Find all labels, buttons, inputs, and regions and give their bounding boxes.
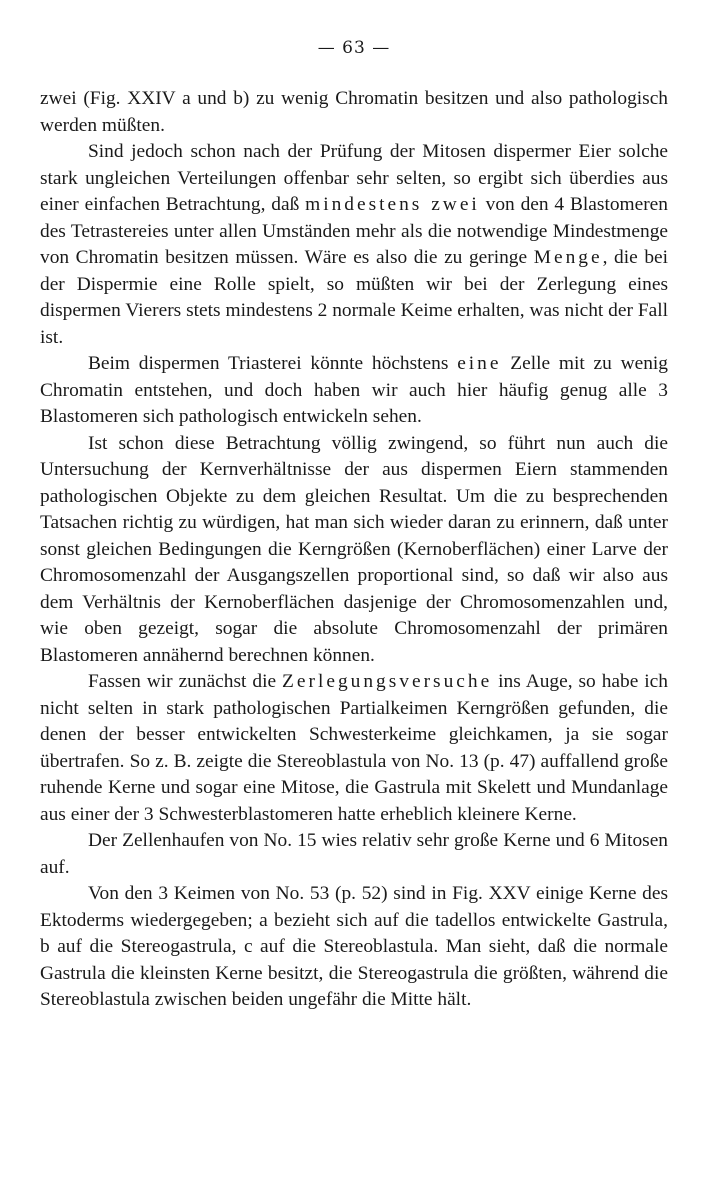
emphasized-text: mindestens zwei xyxy=(305,194,480,215)
text-segment: Von den 3 Keimen von No. 53 (p. 52) sind in Fig. XXV einige Kerne des Ektoderms wiedergegeben; a bezieht sich auf die tadellos entwickelte Gastrula, b auf die Stereogastrula, c auf die Stereoblastula. Man sieht, daß die normale Gastrula die kleinsten Kerne besitzt, die Stereogastrula die größten, während die Stereoblastula zwischen beiden ungefähr die Mitte hält. xyxy=(40,883,668,1010)
text-segment: Ist schon diese Betrachtung völlig zwingend, so führt nun auch die Untersuchung der Kernverhältnisse der aus dispermen Eiern stammenden pathologischen Objekte zu dem gleichen Resultat. Um die zu besprechenden Tatsachen richtig zu würdigen, hat man sich wieder daran zu erinnern, daß unter sonst gleichen Bedingungen die Kerngrößen (Kernoberflächen) einer Larve der Chromosomenzahl der Ausgangszellen proportional sind, so daß wir also aus dem Verhältnis der Kernoberflächen dasjenige der Chromosomenzahlen und, wie oben gezeigt, sogar die absolute Chromosomenzahl der primären Blastomeren annähernd berechnen können. xyxy=(40,432,668,666)
emphasized-text: Zerlegungsversuche xyxy=(282,671,493,692)
emphasized-text: eine xyxy=(457,353,502,374)
text-segment: , die bei der Dispermie eine Rolle spielt, so müßten wir bei der Zerlegung eines dispermen Vierers stets mindestens 2 normale Keime erhalten, was nicht der Fall ist. xyxy=(40,247,669,348)
page-number: — 63 — xyxy=(317,38,391,58)
body-text xyxy=(40,86,668,1014)
text-segment: ins Auge, so habe ich nicht selten in stark pathologischen Partialkeimen Kerngrößen gefunden, die denen der besser entwickelten Schwesterkeime gleichkamen, ja sie sogar übertrafen. So z. B. zeigte die Stereoblastula von No. 13 (p. 47) auffallend große ruhende Kerne und sogar eine Mitose, die Gastrula mit Skelett und Mundanlage aus einer der 3 Schwesterblastomeren hatte erheblich kleinere Kerne. xyxy=(40,671,668,825)
document-page xyxy=(40,38,668,1014)
paragraph xyxy=(40,828,668,881)
text-segment: Zelle mit zu wenig Chromatin entstehen, und doch haben wir auch hier häufig genug alle 3 Blastomeren sich pathologisch entwickeln sehen. xyxy=(40,353,668,427)
text-segment: Beim dispermen Triasterei könnte höchstens xyxy=(88,353,458,374)
text-segment: Der Zellenhaufen von No. 15 wies relativ sehr große Kerne und 6 Mitosen auf. xyxy=(40,830,668,878)
paragraph xyxy=(40,881,668,1014)
paragraph xyxy=(40,669,668,828)
text-segment: Sind jedoch schon nach der Prüfung der Mitosen dispermer Eier solche stark ungleichen Verteilungen offenbar sehr selten, so ergibt sich überdies aus einer einfachen Betrachtung, daß xyxy=(40,141,668,215)
text-segment: von den 4 Blastomeren des Tetrastereies unter allen Umständen mehr als die notwendige Mindestmenge von Chromatin besitzen müssen. Wäre es also die zu geringe xyxy=(40,194,668,268)
paragraph xyxy=(40,86,668,139)
paragraph xyxy=(40,351,668,431)
text-segment: Fassen wir zunächst die xyxy=(88,671,283,692)
paragraph xyxy=(40,139,668,351)
paragraph xyxy=(40,431,668,670)
emphasized-text: Menge xyxy=(533,247,603,268)
text-segment: zwei (Fig. XXIV a und b) zu wenig Chromatin besitzen und also pathologisch werden müßten. xyxy=(40,88,668,136)
